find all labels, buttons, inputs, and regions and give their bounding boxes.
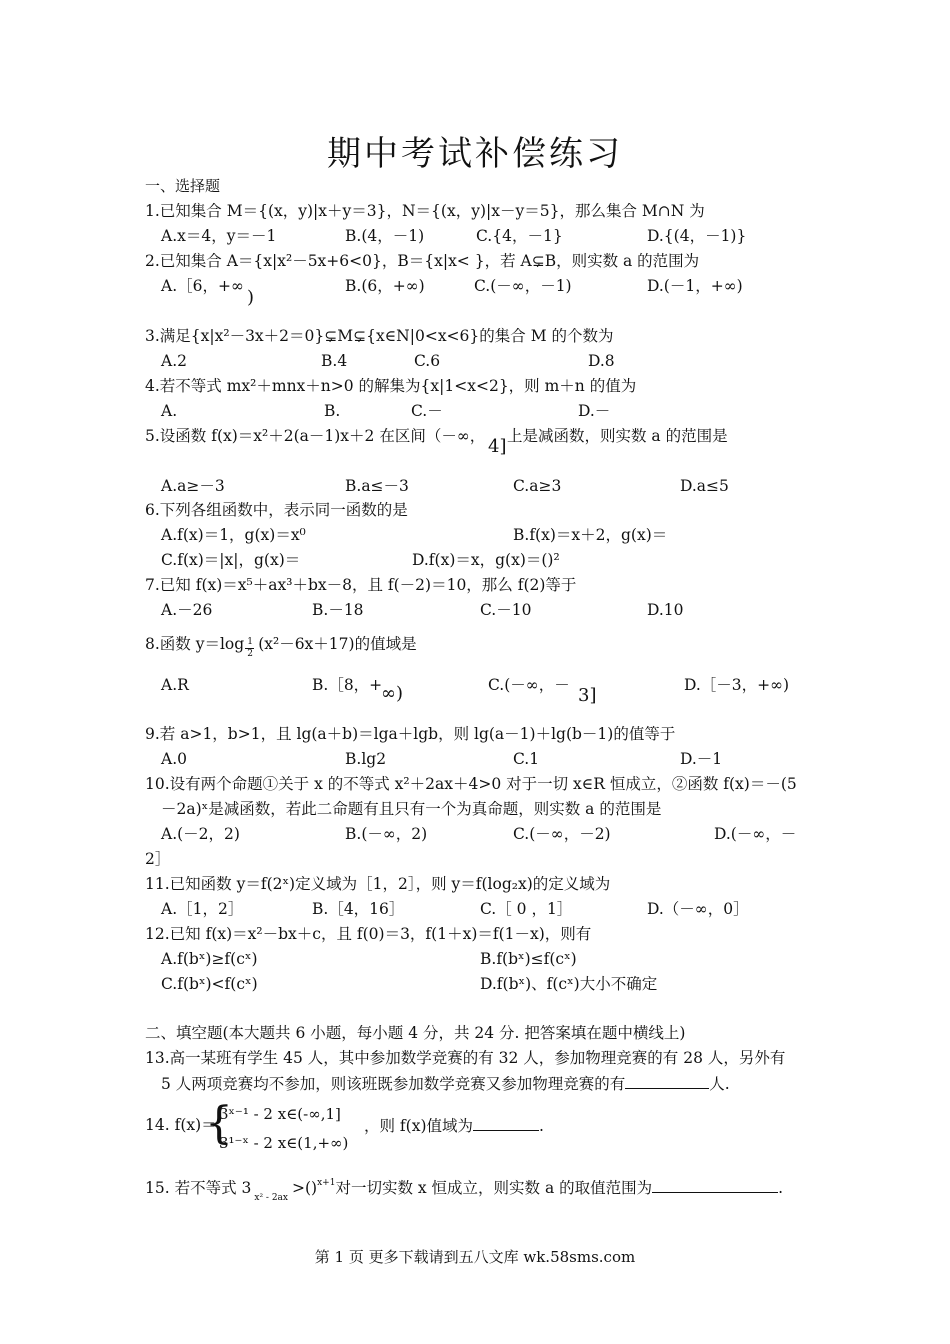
q9-option-d: D.－1 — [680, 750, 723, 768]
q7-option-b: B.－18 — [312, 601, 364, 619]
q8-stem-post: (x²－6x＋17)的值域是 — [258, 635, 417, 653]
q13-answer-blank[interactable] — [625, 1073, 709, 1089]
q7-option-d: D.10 — [647, 601, 684, 619]
q10-option-b: B.(－∞，2) — [345, 825, 428, 843]
q9-option-a: A.0 — [161, 750, 187, 768]
q12-option-d: D.f(bˣ)、f(cˣ)大小不确定 — [480, 975, 658, 993]
question-9: 9.若 a>1，b>1，且 lg(a＋b)＝lga＋lgb，则 lg(a－1)＋lg(b－1)的值等于 — [145, 725, 676, 743]
question-1: 1.已知集合 M＝{(x，y)|x＋y＝3}，N＝{(x，y)|x－y＝5}，那么集合 M∩N 为 — [145, 202, 705, 220]
q8-base-denominator: 2 — [247, 649, 253, 659]
question-5: 5.设函数 f(x)＝x²＋2(a－1)x＋2 在区间（－∞， — [145, 427, 486, 445]
q3-option-c: C.6 — [414, 352, 441, 370]
q15-pre: 15. 若不等式 3 — [145, 1179, 252, 1197]
q2-option-a: A.［6，+∞ — [161, 277, 244, 295]
q3-option-a: A.2 — [161, 352, 187, 370]
q10-option-d: D.(－∞，－ — [714, 825, 797, 843]
question-14-pre: 14. f(x)＝ — [145, 1116, 217, 1134]
question-8 — [145, 634, 417, 659]
q1-option-c: C.{4，－1} — [476, 227, 563, 245]
q5-interval-mark: 4] — [488, 436, 507, 457]
question-13-cont — [161, 1073, 730, 1094]
q3-option-b: B.4 — [321, 352, 348, 370]
q11-option-b: B.［4，16］ — [312, 900, 405, 918]
q2-option-a-bracket: ) — [247, 287, 255, 308]
q6-option-b: B.f(x)＝x＋2，g(x)＝ — [513, 526, 668, 544]
q15-answer-blank[interactable] — [652, 1177, 778, 1193]
q5-option-c: C.a≥3 — [513, 477, 562, 495]
q5-option-b: B.a≤－3 — [345, 477, 409, 495]
q3-option-d: D.8 — [588, 352, 615, 370]
question-4: 4.若不等式 mx²＋mnx＋n>0 的解集为{x|1<x<2}，则 m＋n 的值为 — [145, 377, 637, 395]
q10-option-a: A.(－2，2) — [161, 825, 240, 843]
question-13: 13.高一某班有学生 45 人，其中参加数学竞赛的有 32 人，参加物理竞赛的有 28 人，另外有 — [145, 1049, 786, 1067]
q8-log-base — [244, 634, 258, 659]
question-10-cont: －2a)ˣ是减函数，若此二命题有且只有一个为真命题，则实数 a 的范围是 — [161, 800, 662, 818]
q14-piece-2: 3¹⁻ˣ - 2 x∈(1,+∞) — [219, 1134, 349, 1152]
q11-option-c: C.［ 0 ，1］ — [480, 900, 573, 918]
q12-option-b: B.f(bˣ)≤f(cˣ) — [480, 950, 577, 968]
q10-option-c: C.(－∞，－2) — [513, 825, 611, 843]
question-3: 3.满足{x|x²－3x＋2＝0}⊊M⊊{x∈N|0<x<6}的集合 M 的个数为 — [145, 327, 614, 345]
q4-option-a: A. — [161, 402, 178, 420]
q13-text: 5 人两项竞赛均不参加，则该班既参加数学竞赛又参加物理竞赛的有 — [161, 1075, 626, 1093]
q5-option-a: A.a≥－3 — [161, 477, 225, 495]
q4-option-b: B. — [324, 402, 341, 420]
question-2: 2.已知集合 A＝{x|x²－5x+6<0}，B＝{x|x< }，若 A⊊B，则实数 a 的范围为 — [145, 252, 700, 270]
q8-option-b: B.［8，+ — [312, 676, 383, 694]
question-6: 6.下列各组函数中，表示同一函数的是 — [145, 501, 408, 519]
q9-option-c: C.1 — [513, 750, 540, 768]
q14-piece-1: 3ˣ⁻¹ - 2 x∈(-∞,1] — [219, 1105, 341, 1123]
q12-option-c: C.f(bˣ)<f(cˣ) — [161, 975, 258, 993]
q6-option-c: C.f(x)＝|x|，g(x)＝ — [161, 551, 301, 569]
q8-option-b-infinity: ∞) — [381, 683, 404, 704]
q15-text: 对一切实数 x 恒成立，则实数 a 的取值范围为 — [335, 1179, 653, 1197]
q14-end: . — [539, 1117, 544, 1135]
q11-option-a: A.［1，2］ — [161, 900, 244, 918]
q1-option-b: B.(4，－1) — [345, 227, 425, 245]
question-14-post — [364, 1115, 544, 1136]
question-15 — [145, 1173, 783, 1208]
q8-stem-pre: 8.函数 y＝log — [145, 635, 245, 653]
q2-option-b: B.(6，+∞) — [345, 277, 425, 295]
q14-answer-blank[interactable] — [473, 1115, 539, 1131]
q8-option-a: A.R — [161, 676, 189, 694]
q8-option-c: C.(－∞，－ — [488, 676, 570, 694]
q14-text: ，则 f(x)值域为 — [364, 1117, 473, 1135]
q1-option-d: D.{(4，－1)} — [647, 227, 747, 245]
q15-end: . — [778, 1179, 784, 1197]
q8-base-numerator: 1 — [247, 637, 253, 647]
q4-option-c: C.－ — [411, 402, 443, 420]
question-5-cont: 上是减函数，则实数 a 的范围是 — [507, 427, 728, 445]
q8-option-d: D.［－3，+∞) — [684, 676, 790, 694]
q10-option-d-cont: 2］ — [145, 850, 171, 868]
page-title: 期中考试补偿练习 — [327, 134, 623, 174]
q12-option-a: A.f(bˣ)≥f(cˣ) — [161, 950, 258, 968]
q4-option-d: D.－ — [578, 402, 611, 420]
q7-option-a: A.－26 — [161, 601, 213, 619]
section-choice-heading: 一、选择题 — [145, 177, 221, 195]
q2-option-c: C.(－∞，－1) — [474, 277, 572, 295]
q1-option-a: A.x＝4，y＝－1 — [161, 227, 277, 245]
question-12: 12.已知 f(x)＝x²－bx＋c，且 f(0)＝3，f(1＋x)＝f(1－x)，则有 — [145, 925, 592, 943]
q6-option-d: D.f(x)＝x，g(x)＝()² — [412, 551, 560, 569]
q15-mid: >() — [292, 1179, 318, 1197]
question-10: 10.设有两个命题①关于 x 的不等式 x²＋2ax＋4>0 对于一切 x∈R 恒成立，②函数 f(x)＝－(5 — [145, 775, 797, 793]
q2-option-d: D.(－1，+∞) — [647, 277, 743, 295]
q6-option-a: A.f(x)＝1，g(x)＝x⁰ — [161, 526, 306, 544]
q15-exponent-1: x² - 2ax — [254, 1193, 288, 1203]
question-11: 11.已知函数 y＝f(2ˣ)定义域为［1，2］，则 y＝f(log₂x)的定义域为 — [145, 875, 611, 893]
section-fill-heading: 二、填空题(本大题共 6 小题，每小题 4 分，共 24 分. 把答案填在题中横线上) — [145, 1024, 686, 1042]
page-footer: 第 1 页 更多下载请到五八文库 wk.58sms.com — [314, 1248, 636, 1266]
q14-piecewise-brace: { — [205, 1098, 233, 1149]
q13-end: 人. — [709, 1075, 730, 1093]
q11-option-d: D.（－∞，0］ — [647, 900, 749, 918]
q7-option-c: C.－10 — [480, 601, 532, 619]
q15-exponent-2: x+1 — [317, 1178, 336, 1188]
q5-option-d: D.a≤5 — [680, 477, 729, 495]
q8-option-c-mark: 3] — [578, 685, 597, 706]
question-7: 7.已知 f(x)＝x⁵＋ax³＋bx－8，且 f(－2)＝10，那么 f(2)等于 — [145, 576, 577, 594]
q9-option-b: B.lg2 — [345, 750, 387, 768]
